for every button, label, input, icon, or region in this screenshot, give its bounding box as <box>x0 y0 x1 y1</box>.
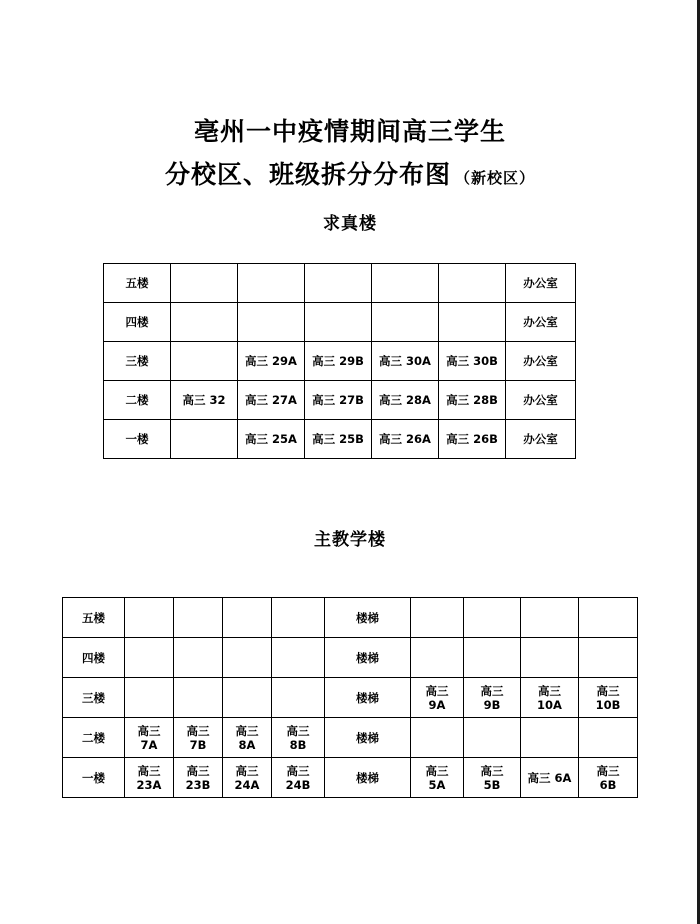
classroom-cell <box>238 264 305 303</box>
floor-label: 一楼 <box>63 758 125 798</box>
document-title-line2 <box>0 155 700 191</box>
classroom-cell <box>272 678 325 718</box>
floor-label: 一楼 <box>104 420 171 459</box>
qiuzhen-table-body <box>104 264 576 459</box>
classroom-cell: 高三 6B <box>579 758 638 798</box>
classroom-cell: 高三 30B <box>439 342 506 381</box>
table-row <box>63 638 638 678</box>
classroom-cell <box>439 264 506 303</box>
classroom-cell <box>411 638 464 678</box>
floor-label: 四楼 <box>104 303 171 342</box>
classroom-cell <box>174 638 223 678</box>
classroom-cell <box>171 420 238 459</box>
classroom-cell <box>464 598 521 638</box>
stairwell-cell: 楼梯 <box>325 678 411 718</box>
classroom-cell <box>464 718 521 758</box>
classroom-cell: 高三 5A <box>411 758 464 798</box>
classroom-cell <box>411 598 464 638</box>
classroom-cell <box>238 303 305 342</box>
classroom-cell: 高三 25B <box>305 420 372 459</box>
classroom-cell: 高三 25A <box>238 420 305 459</box>
classroom-cell: 高三 24B <box>272 758 325 798</box>
classroom-cell <box>521 718 579 758</box>
classroom-cell: 高三 23A <box>125 758 174 798</box>
floor-label: 三楼 <box>63 678 125 718</box>
office-cell: 办公室 <box>506 342 576 381</box>
classroom-cell: 高三 23B <box>174 758 223 798</box>
table-row <box>63 598 638 638</box>
classroom-cell: 高三 6A <box>521 758 579 798</box>
classroom-cell <box>464 638 521 678</box>
classroom-cell: 高三 10B <box>579 678 638 718</box>
classroom-cell: 高三 26A <box>372 420 439 459</box>
classroom-cell: 高三 27B <box>305 381 372 420</box>
stairwell-cell: 楼梯 <box>325 718 411 758</box>
classroom-cell: 高三 29B <box>305 342 372 381</box>
classroom-cell: 高三 5B <box>464 758 521 798</box>
table-row <box>104 264 576 303</box>
floor-label: 五楼 <box>104 264 171 303</box>
classroom-cell: 高三 9B <box>464 678 521 718</box>
office-cell: 办公室 <box>506 303 576 342</box>
floor-label: 四楼 <box>63 638 125 678</box>
classroom-cell <box>305 264 372 303</box>
classroom-cell: 高三 28A <box>372 381 439 420</box>
building-label-main: 主教学楼 <box>314 530 386 550</box>
classroom-cell: 高三 29A <box>238 342 305 381</box>
building-label-qiuzhen: 求真楼 <box>323 214 377 234</box>
classroom-cell: 高三 10A <box>521 678 579 718</box>
floor-label: 三楼 <box>104 342 171 381</box>
classroom-cell <box>171 303 238 342</box>
classroom-cell <box>174 598 223 638</box>
classroom-cell <box>223 638 272 678</box>
classroom-cell: 高三 27A <box>238 381 305 420</box>
office-cell: 办公室 <box>506 381 576 420</box>
classroom-cell <box>372 264 439 303</box>
table-row <box>63 758 638 798</box>
classroom-cell <box>171 264 238 303</box>
stairwell-cell: 楼梯 <box>325 638 411 678</box>
qiuzhen-floor-table <box>103 263 576 459</box>
table-row <box>104 342 576 381</box>
classroom-cell: 高三 32 <box>171 381 238 420</box>
table-row <box>63 718 638 758</box>
classroom-cell: 高三 8A <box>223 718 272 758</box>
classroom-cell <box>125 678 174 718</box>
classroom-cell <box>521 598 579 638</box>
classroom-cell: 高三 24A <box>223 758 272 798</box>
office-cell: 办公室 <box>506 264 576 303</box>
classroom-cell <box>125 638 174 678</box>
classroom-cell: 高三 26B <box>439 420 506 459</box>
classroom-cell: 高三 28B <box>439 381 506 420</box>
classroom-cell <box>305 303 372 342</box>
stairwell-cell: 楼梯 <box>325 598 411 638</box>
stairwell-cell: 楼梯 <box>325 758 411 798</box>
classroom-cell: 高三 7A <box>125 718 174 758</box>
classroom-cell <box>521 638 579 678</box>
classroom-cell <box>372 303 439 342</box>
classroom-cell: 高三 8B <box>272 718 325 758</box>
classroom-cell <box>125 598 174 638</box>
floor-label: 二楼 <box>63 718 125 758</box>
classroom-cell: 高三 9A <box>411 678 464 718</box>
classroom-cell <box>223 678 272 718</box>
campus-note: （新校区） <box>455 169 536 187</box>
document-title-line1: 亳州一中疫情期间高三学生 <box>193 117 506 146</box>
table-row <box>104 420 576 459</box>
document-title-main: 分校区、班级拆分分布图 <box>164 160 451 189</box>
floor-label: 五楼 <box>63 598 125 638</box>
classroom-cell <box>174 678 223 718</box>
classroom-cell <box>272 638 325 678</box>
table-row <box>104 381 576 420</box>
classroom-cell <box>223 598 272 638</box>
classroom-cell: 高三 30A <box>372 342 439 381</box>
table-row <box>63 678 638 718</box>
classroom-cell <box>579 638 638 678</box>
classroom-cell <box>439 303 506 342</box>
main-building-table-body <box>63 598 638 798</box>
classroom-cell <box>579 598 638 638</box>
main-building-floor-table <box>62 597 638 798</box>
office-cell: 办公室 <box>506 420 576 459</box>
floor-label: 二楼 <box>104 381 171 420</box>
classroom-cell <box>579 718 638 758</box>
table-row <box>104 303 576 342</box>
classroom-cell <box>411 718 464 758</box>
classroom-cell <box>272 598 325 638</box>
classroom-cell: 高三 7B <box>174 718 223 758</box>
classroom-cell <box>171 342 238 381</box>
